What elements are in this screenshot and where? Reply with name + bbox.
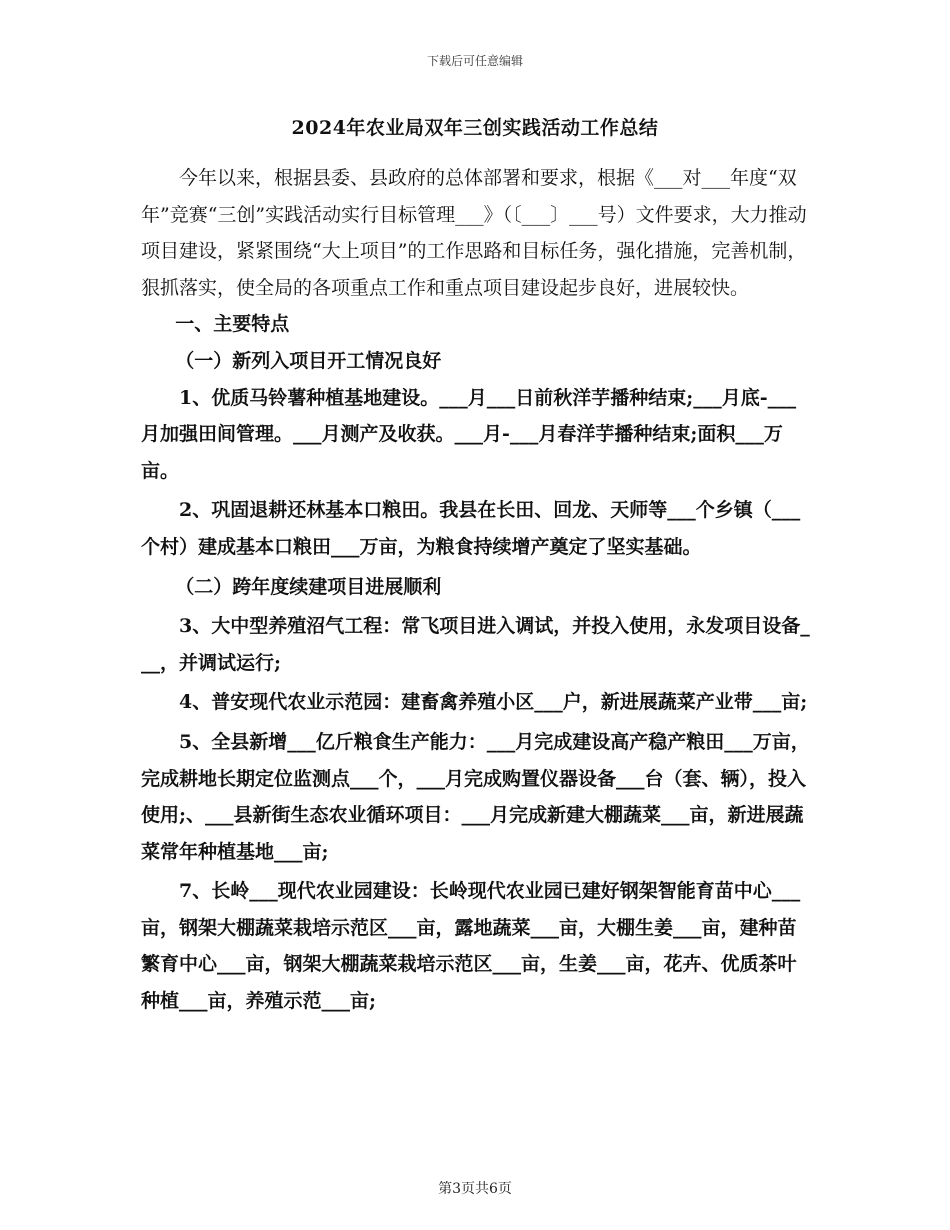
header-note: 下载后可任意编辑	[426, 54, 523, 68]
document-body	[141, 160, 811, 1020]
list-item: 1、优质马铃薯种植基地建设。___月___日前秋洋芋播种结束;___月底-___月加强田间管理。___月测产及收获。___月-___月春洋芋播种结束;面积___万亩。	[141, 386, 797, 482]
list-item: 5、全县新增___亿斤粮食生产能力：___月完成建设高产稳产粮田___万亩，完成耕地长期定位监测点___个，___月完成购置仪器设备___台（套、辆），投入使用;、___县新街生态农业循环项目：___月完成新建大棚蔬菜___亩，新进展蔬菜常年种植基地___亩;	[141, 730, 810, 863]
list-item: 7、长岭___现代农业园建设：长岭现代农业园已建好钢架智能育苗中心___亩，钢架大棚蔬菜栽培示范区___亩，露地蔬菜___亩，大棚生姜___亩，建种苗繁育中心___亩，钢架大棚蔬菜栽培示范区___亩，生姜___亩，花卉、优质茶叶种植___亩，养殖示范___亩;	[141, 880, 801, 1013]
list-item: 3、大中型养殖沼气工程：常飞项目进入调试，并投入使用，永发项目设备___，并调试运行;	[141, 615, 810, 674]
subsection-heading: （二）跨年度续建项目进展顺利	[175, 575, 442, 598]
document-title: 2024年农业局双年三创实践活动工作总结	[291, 117, 659, 139]
intro-paragraph: 今年以来，根据县委、县政府的总体部署和要求，根据《___对___年度“双年”竞赛“三创”实践活动实行目标管理___》（〔___〕___号）文件要求，大力推动项目建设，紧紧围绕“大上项目”的工作思路和目标任务，强化措施，完善机制，狠抓落实，使全局的各项重点工作和重点项目建设起步良好，进展较快。	[141, 167, 807, 299]
page-number: 第3页共6页	[438, 1181, 512, 1197]
section-heading: 一、主要特点	[175, 313, 290, 336]
list-item: 2、巩固退耕还林基本口粮田。我县在长田、回龙、天师等___个乡镇（___个村）建成基本口粮田___万亩，为粮食持续增产奠定了坚实基础。	[141, 499, 801, 558]
list-item: 4、普安现代农业示范园：建畜禽养殖小区___户，新进展蔬菜产业带___亩;	[179, 691, 808, 714]
subsection-heading: （一）新列入项目开工情况良好	[175, 349, 442, 372]
